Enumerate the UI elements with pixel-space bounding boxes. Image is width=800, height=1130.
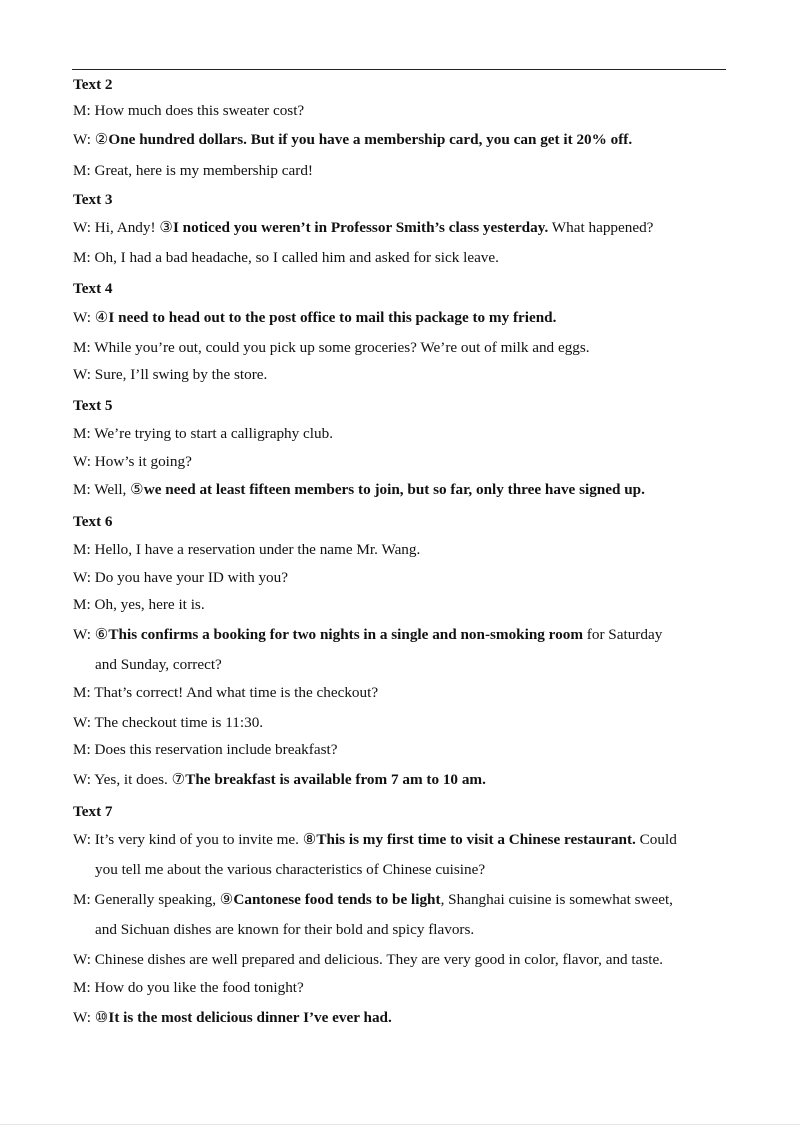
section-heading: Text 4: [73, 280, 113, 297]
key-answer-text: This confirms a booking for two nights in a single and non-smoking room: [108, 626, 583, 643]
dialogue-text: you tell me about the various characteristics of Chinese cuisine?: [95, 861, 486, 878]
speaker-label: W:: [73, 131, 91, 148]
dialogue-text: Do you have your ID with you?: [91, 569, 288, 586]
dialogue-text: Great, here is my membership card!: [90, 162, 313, 179]
key-answer-text: I noticed you weren’t in Professor Smith’s class yesterday.: [172, 219, 549, 236]
speaker-label: W:: [73, 219, 91, 236]
section-heading: Text 7: [73, 803, 113, 820]
section-heading: Text 5: [73, 397, 113, 414]
dialogue-line: [73, 979, 304, 997]
speaker-label: W:: [73, 831, 91, 848]
dialogue-continuation: [95, 861, 485, 879]
dialogue-text: Oh, I had a bad headache, so I called him and asked for sick leave.: [90, 249, 499, 266]
speaker-label: M:: [73, 684, 91, 701]
speaker-label: M:: [73, 162, 91, 179]
dialogue-line: [73, 951, 663, 969]
dialogue-line: [73, 596, 205, 614]
speaker-label: W:: [73, 309, 91, 326]
dialogue-line: [73, 366, 267, 384]
dialogue-line: [73, 453, 192, 471]
speaker-label: W:: [73, 714, 91, 731]
speaker-label: M:: [73, 541, 91, 558]
dialogue-text: Oh, yes, here it is.: [90, 596, 205, 613]
key-answer-text: I need to head out to the post office to mail this package to my friend.: [108, 309, 557, 326]
dialogue-continuation: [95, 921, 474, 939]
dialogue-text: Chinese dishes are well prepared and delicious. They are very good in color, flavor, and taste.: [91, 951, 664, 968]
dialogue-line: [73, 626, 662, 644]
dialogue-line: [73, 771, 486, 789]
speaker-label: M:: [73, 979, 91, 996]
dialogue-text: ⑩: [91, 1009, 109, 1026]
speaker-label: W:: [73, 626, 91, 643]
key-answer-text: we need at least fifteen members to join, but so far, only three have signed up.: [143, 481, 645, 498]
key-answer-text: It is the most delicious dinner I’ve ever had.: [108, 1009, 392, 1026]
speaker-label: M:: [73, 339, 91, 356]
dialogue-text: Well, ⑤: [90, 481, 144, 498]
speaker-label: W:: [73, 771, 91, 788]
dialogue-line: [73, 339, 590, 357]
speaker-label: W:: [73, 951, 91, 968]
section-heading: Text 6: [73, 513, 113, 530]
speaker-label: M:: [73, 481, 91, 498]
dialogue-line: [73, 569, 288, 587]
dialogue-text: How much does this sweater cost?: [90, 102, 305, 119]
speaker-label: W:: [73, 366, 91, 383]
speaker-label: M:: [73, 596, 91, 613]
dialogue-line: [73, 481, 645, 499]
dialogue-line: [73, 714, 263, 732]
dialogue-text: The checkout time is 11:30.: [91, 714, 264, 731]
speaker-label: M:: [73, 891, 91, 908]
key-answer-text: One hundred dollars. But if you have a membership card, you can get it 20% off.: [108, 131, 633, 148]
section-heading: Text 3: [73, 191, 113, 208]
speaker-label: M:: [73, 425, 91, 442]
speaker-label: M:: [73, 249, 91, 266]
dialogue-text: Hello, I have a reservation under the name Mr. Wang.: [90, 541, 421, 558]
dialogue-text: ④: [91, 309, 109, 326]
dialogue-text: We’re trying to start a calligraphy club.: [90, 425, 333, 442]
dialogue-text: Sure, I’ll swing by the store.: [91, 366, 268, 383]
dialogue-text: How do you like the food tonight?: [90, 979, 304, 996]
dialogue-text: and Sunday, correct?: [95, 656, 222, 673]
dialogue-line: [73, 219, 653, 237]
dialogue-text: Does this reservation include breakfast?: [90, 741, 338, 758]
dialogue-line: [73, 1009, 392, 1027]
dialogue-line: [73, 891, 673, 909]
dialogue-text: Generally speaking, ⑨: [90, 891, 234, 908]
dialogue-text: How’s it going?: [91, 453, 192, 470]
speaker-label: W:: [73, 453, 91, 470]
dialogue-text: and Sichuan dishes are known for their bold and spicy flavors.: [95, 921, 475, 938]
dialogue-continuation: [95, 656, 222, 674]
page-bottom-edge: [0, 1124, 800, 1125]
dialogue-text: ⑥: [91, 626, 109, 643]
speaker-label: M:: [73, 741, 91, 758]
dialogue-text: It’s very kind of you to invite me. ⑧: [91, 831, 317, 848]
key-answer-text: This is my first time to visit a Chinese restaurant.: [316, 831, 636, 848]
dialogue-text: ②: [91, 131, 109, 148]
dialogue-line: [73, 102, 304, 120]
header-rule: [72, 69, 726, 70]
speaker-label: W:: [73, 1009, 91, 1026]
dialogue-text: That’s correct! And what time is the checkout?: [90, 684, 379, 701]
speaker-label: W:: [73, 569, 91, 586]
dialogue-text: Yes, it does. ⑦: [91, 771, 186, 788]
key-answer-text: The breakfast is available from 7 am to 10 am.: [185, 771, 486, 788]
dialogue-text: Hi, Andy! ③: [91, 219, 173, 236]
dialogue-line: [73, 831, 677, 849]
dialogue-text: Could: [635, 831, 677, 848]
speaker-label: M:: [73, 102, 91, 119]
dialogue-text: While you’re out, could you pick up some groceries? We’re out of milk and eggs.: [90, 339, 590, 356]
dialogue-text: What happened?: [548, 219, 654, 236]
dialogue-line: [73, 249, 499, 267]
dialogue-line: [73, 162, 313, 180]
dialogue-line: [73, 741, 337, 759]
dialogue-line: [73, 425, 333, 443]
dialogue-text: , Shanghai cuisine is somewhat sweet,: [440, 891, 673, 908]
dialogue-line: [73, 131, 632, 149]
dialogue-text: for Saturday: [583, 626, 663, 643]
dialogue-line: [73, 684, 378, 702]
dialogue-line: [73, 309, 556, 327]
section-heading: Text 2: [73, 76, 113, 93]
dialogue-line: [73, 541, 420, 559]
key-answer-text: Cantonese food tends to be light: [233, 891, 441, 908]
